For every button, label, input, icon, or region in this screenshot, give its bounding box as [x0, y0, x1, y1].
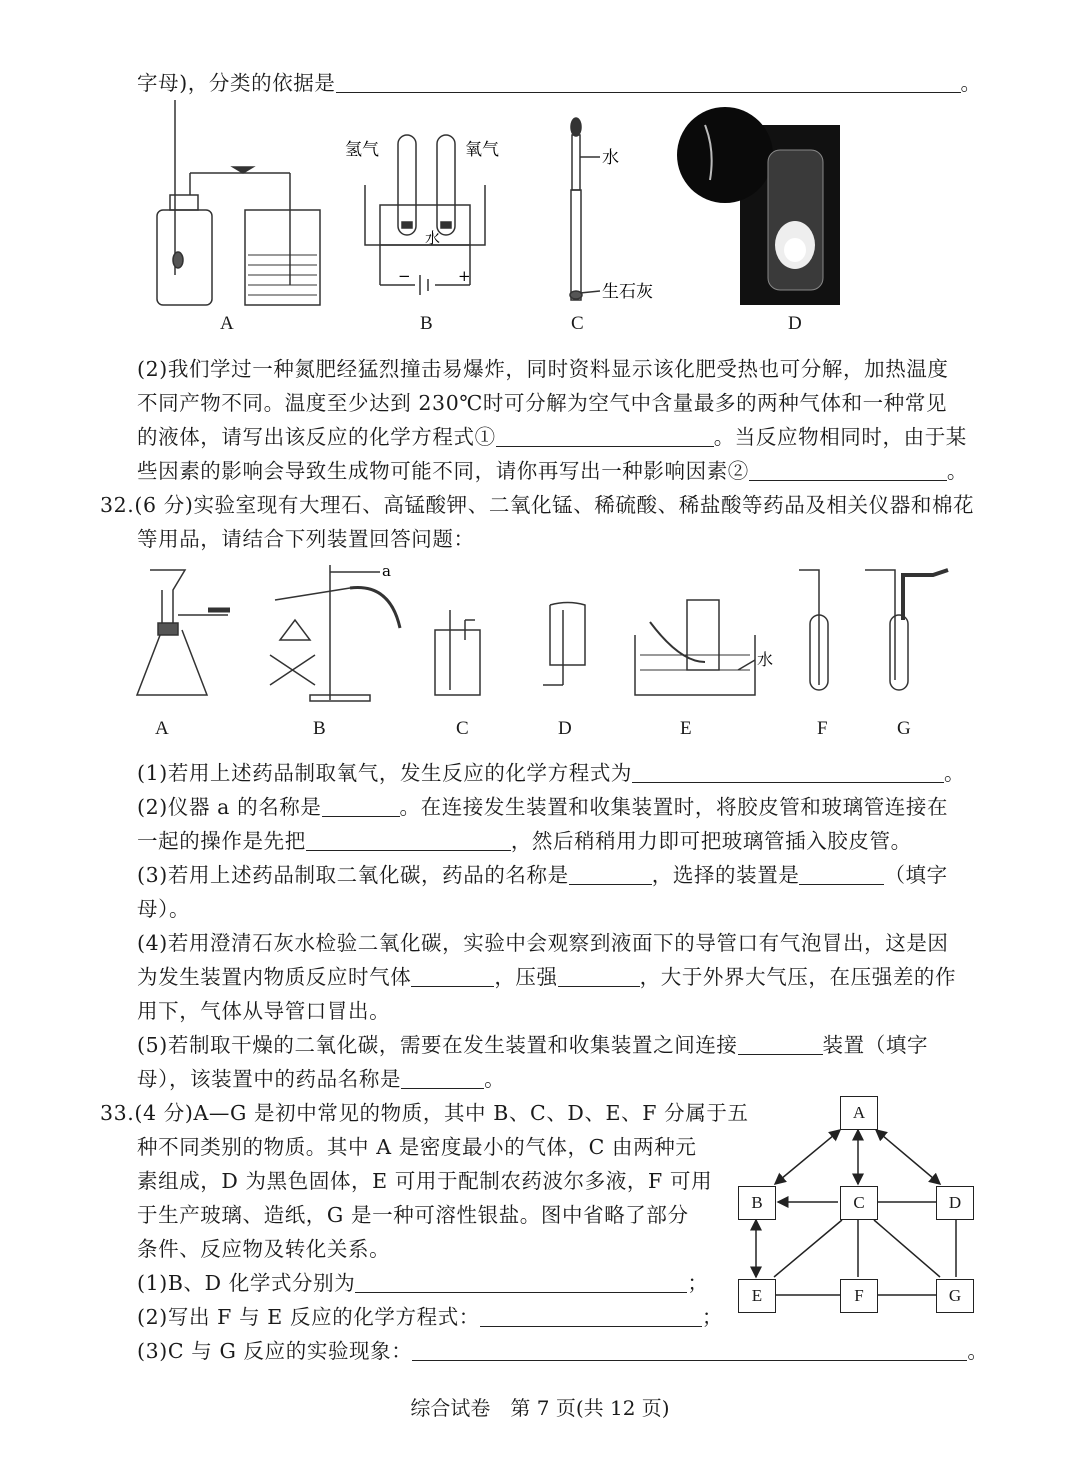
node-f: F: [840, 1279, 878, 1313]
label-oxygen: 氧气: [465, 140, 499, 160]
caption-b: B: [420, 313, 433, 334]
text: 些因素的影响会导致生成物可能不同，请你再写出一种影响因素②: [137, 459, 749, 483]
label-instrument-a: a: [382, 562, 391, 580]
text: 。: [944, 761, 966, 785]
text: 。: [946, 459, 969, 483]
caption-c: C: [571, 313, 584, 334]
text: 。: [967, 1339, 989, 1363]
caption-32a: A: [155, 718, 169, 739]
node-c: C: [840, 1186, 878, 1220]
edge-c-g: [874, 1220, 940, 1277]
node-a: A: [840, 1096, 878, 1130]
text: （填字: [884, 863, 948, 887]
edge-a-d: [876, 1130, 940, 1184]
node-d: D: [936, 1186, 974, 1220]
q33-line1: [100, 1096, 749, 1126]
q32-p4: (4)若用澄清石灰水检验二氧化碳，实验中会观察到液面下的导管口有气泡冒出，这是因: [137, 931, 949, 955]
text: 字母)，分类的依据是: [137, 71, 336, 95]
text: (1)若用上述药品制取氧气，发生反应的化学方程式为: [137, 761, 633, 785]
question-number: 32.: [100, 493, 135, 517]
text: 为发生装置内物质反应时气体: [137, 965, 412, 989]
text: (5)若制取干燥的二氧化碳，需要在发生装置和收集装置之间连接: [137, 1033, 738, 1057]
caption-d: D: [788, 313, 802, 334]
caption-a: A: [220, 313, 234, 334]
answer-blank[interactable]: [569, 866, 652, 885]
text: 。: [484, 1067, 506, 1091]
caption-32g: G: [897, 718, 911, 739]
text: 。在连接发生装置和收集装置时，将胶皮管和玻璃管连接在: [399, 795, 949, 819]
edge-a-b: [775, 1130, 840, 1184]
factor-blank[interactable]: [749, 462, 947, 481]
q32-p5-cont: [137, 1062, 505, 1092]
apparatus-e2-drawing: [635, 600, 755, 695]
text: 装置（填字: [822, 1033, 929, 1057]
text: ，压强: [494, 965, 558, 989]
q32-p5: [137, 1028, 928, 1058]
answer-blank[interactable]: [412, 1342, 967, 1361]
q33-line4: 于生产玻璃、造纸，G 是一种可溶性银盐。图中省略了部分: [137, 1203, 689, 1227]
answer-blank[interactable]: [411, 968, 494, 987]
text: (2)写出 F 与 E 反应的化学方程式：: [137, 1305, 480, 1329]
text: 母），该装置中的药品名称是: [137, 1067, 402, 1091]
q32-line1: [100, 488, 974, 518]
answer-blank[interactable]: [355, 1274, 687, 1293]
apparatus-a2-drawing: [137, 570, 230, 695]
label-water-c: 水: [602, 148, 619, 168]
text: 。当反应物相同时，由于某: [713, 425, 967, 449]
caption-32c: C: [456, 718, 469, 739]
q32-p3-cont: 母）。: [137, 897, 191, 921]
answer-blank[interactable]: [401, 1070, 484, 1089]
answer-blank[interactable]: [799, 866, 884, 885]
text: ；: [687, 1271, 709, 1295]
edge-c-e: [774, 1220, 842, 1277]
label-negative: −: [398, 267, 411, 285]
q33-line2: 种不同类别的物质。其中 A 是密度最小的气体，C 由两种元: [137, 1135, 697, 1159]
apparatus-b2-drawing: [270, 565, 400, 701]
text: 一起的操作是先把: [137, 829, 306, 853]
q33-p2: [137, 1300, 723, 1330]
question-continuation-line: [137, 66, 982, 96]
text: ，选择的装置是: [651, 863, 800, 887]
q31-2-line2: 不同产物不同。温度至少达到 230℃时可分解为空气中含量最多的两种气体和一种常见: [137, 391, 948, 415]
q32-line2: 等用品，请结合下列装置回答问题：: [137, 527, 475, 551]
q31-2-line1: (2)我们学过一种氮肥经猛烈撞击易爆炸，同时资料显示该化肥受热也可分解，加热温度: [137, 357, 949, 381]
answer-blank[interactable]: [336, 74, 961, 93]
label-water-b: 水: [425, 229, 441, 247]
node-b: B: [738, 1186, 776, 1220]
q32-p1: [137, 756, 965, 786]
apparatus-figure-row-1: [140, 95, 840, 345]
q32-p4-end: 用下，气体从导管口冒出。: [137, 999, 391, 1023]
text: (2)仪器 a 的名称是: [137, 795, 322, 819]
q33-line5: 条件、反应物及转化关系。: [137, 1237, 391, 1261]
apparatus-f2-drawing: [799, 570, 828, 690]
q31-2-line4: [137, 454, 968, 484]
text: (6 分)实验室现有大理石、高锰酸钾、二氧化锰、稀硫酸、稀盐酸等药品及相关仪器和棉花: [134, 493, 975, 517]
apparatus-c2-drawing: [435, 610, 480, 695]
answer-blank[interactable]: [480, 1308, 702, 1327]
apparatus-c-drawing: [570, 118, 600, 300]
text: ；: [701, 1305, 724, 1329]
answer-blank[interactable]: [632, 764, 944, 783]
q32-p3: [137, 858, 948, 888]
text: ，然后稍稍用力即可把玻璃管插入胶皮管。: [510, 829, 912, 853]
label-positive: +: [458, 267, 471, 285]
q32-p2: [137, 790, 948, 820]
page-footer: 综合试卷 第 7 页(共 12 页): [410, 1396, 670, 1420]
caption-32d: D: [558, 718, 572, 739]
caption-32e: E: [680, 718, 692, 739]
question-number: 33.: [100, 1101, 135, 1125]
answer-blank[interactable]: [322, 798, 400, 817]
apparatus-d-photo: [677, 107, 840, 305]
text: ，大于外界大气压，在压强差的作: [639, 965, 957, 989]
apparatus-g2-drawing: [865, 570, 948, 690]
apparatus-figure-row-2: [130, 560, 970, 710]
q31-2-line3: [137, 420, 967, 450]
answer-blank[interactable]: [558, 968, 640, 987]
text: (4 分)A—G 是初中常见的物质，其中 B、C、D、E、F 分属于五: [134, 1101, 749, 1125]
text: (3)C 与 G 反应的实验现象：: [137, 1339, 413, 1363]
q33-p3: [137, 1334, 988, 1364]
q32-p4-cont: [137, 960, 956, 990]
answer-blank[interactable]: [306, 832, 511, 851]
apparatus-d2-drawing: [543, 603, 585, 686]
text: (3)若用上述药品制取二氧化碳，药品的名称是: [137, 863, 569, 887]
answer-blank[interactable]: [738, 1036, 823, 1055]
node-e: E: [738, 1279, 776, 1313]
node-g: G: [936, 1279, 974, 1313]
caption-32b: B: [313, 718, 326, 739]
q33-p1: [137, 1266, 708, 1296]
q33-line3: 素组成，D 为黑色固体，E 可用于配制农药波尔多液，F 可用: [137, 1169, 713, 1193]
punct: 。: [960, 71, 982, 95]
text: (1)B、D 化学式分别为: [137, 1271, 356, 1295]
q32-p2-cont: [137, 824, 912, 854]
text: 的液体，请写出该反应的化学方程式①: [137, 425, 496, 449]
label-quicklime: 生石灰: [602, 282, 653, 302]
equation-blank[interactable]: [496, 428, 714, 447]
apparatus-a-drawing: [157, 100, 320, 305]
caption-32f: F: [817, 718, 828, 739]
label-hydrogen: 氢气: [345, 140, 379, 160]
label-water-e: 水: [757, 650, 774, 669]
